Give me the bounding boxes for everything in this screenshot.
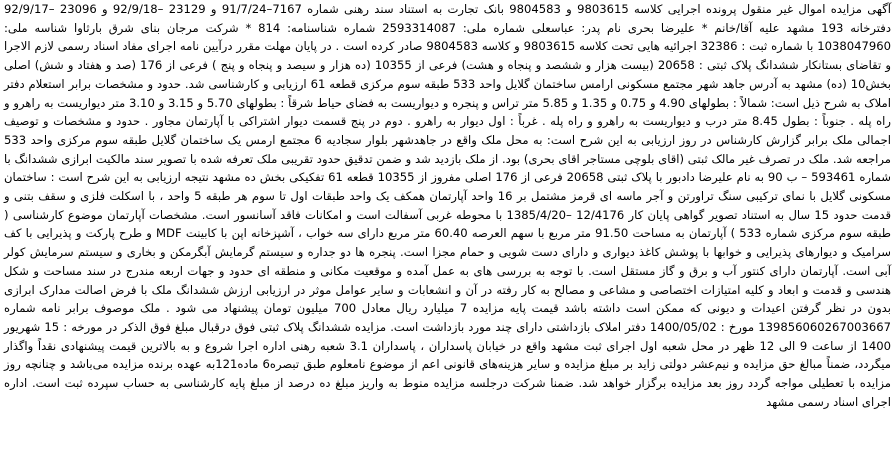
auction-notice-text: آگهی مزایده اموال غیر منقول پرونده اجرایی کلاسه 9803615 و 9804583 بانک تجارت به استناد سند رهنی شماره 7167–91/7/24 و 23129 –92/9/18 و 23096 –92/9/17 دفترخانه 193 مشهد علیه آقا/خانم * علیرضا بحری نام پدر: عباسعلی شماره ملی: 2593314087 شماره شناسنامه: 814 * شرکت مرجان بنای شرق بارثاوا شناسه ملی: 1038047960 با شماره ثبت : 32386 اجرائیه هایی تحت کلاسه 9803615 و کلاسه 9804583 صادر کرده است . در پایان مهلت مقرر درآیین نامه اجرای مفاد اسناد رسمی لازم الاجرا و تقاضای بستانکار ششدانگ پلاک ثبتی : 20658 (بیست هزار و ششصد و پنجاه و هشت) فرعی از 10355 (ده هزار و سیصد و پنجاه و پنج ) فرعی از 176 (صد و هفتاد و شش) اصلی بخش10 (ده) مشهد به آدرس جاهد شهر مجتمع مسکونی ارامس ساختمان گلایل واحد 533 طبقه سوم مرکزی قطعه 61 ارزیابی و کارشناسی شد. حدود و مشخصات برابر استعلام دفتر املاک به شرح ذیل است: شمالاً : بطولهای 4.90 و 0.75 و 1.35 و 5.85 متر تراس و پنجره و دیواریست به فضای حیاط شرقاً : بطولهای 5.70 و 3.15 و 3.10 متر دیواریست به راهرو و راه پله . جنوباً : بطول 8.45 متر درب و دیواریست به راهرو و راه پله . غرباً : اول دیوار به راهرو . دوم در پنج قسمت دیوار اشتراکی با آپارتمان مجاور . حدود و مشخصات و توصیف اجمالی ملک برابر گزارش کارشناس در روز ارزیابی به این شرح است: به محل ملک واقع در جاهدشهر بلوار سجادیه 6 مجتمع ارمس یک ساختمان گلایل طبقه سوم مرکزی واحد 533 مراجعه شد. ملک در تصرف غیر مالک ثبتی (اقای بلوچی مستاجر اقای بحری) بود. از ملک بازدید شد و ضمن تدقیق حدود تقریبی ملک تعرفه شده با تصویر سند مالکیت ابرازی ششدانگ با شماره 593461 – ب 90 به نام علیرضا دادبور با پلاک ثبتی 20658 فرعی از 176 اصلی مفروز از 10355 قطعه 61 تفکیکی بخش ده مشهد نتیجه ارزیابی به این شرح است : ساختمان مسکونی گلایل با نمای ترکیبی سنگ تراورتن و آجر ماسه ای قرمز مشتمل بر 16 واحد آپارتمان همکف یک واحد طبقات اول تا سوم هر طبقه 5 واحد ، با اسکلت فلزی و سقف بتنی و قدمت حدود 15 سال به استناد تصویر گواهی پایان کار 12/4176 –1385/4/20 با محوطه غربی آسفالت است و امکانات فاقد آسانسور است. مشخصات آپارتمان موضوع کارشناسی ( طبقه سوم مرکزی شماره 533 ) آپارتمان به مساحت 91.50 متر مربع با سهم العرصه 60.40 متر مربع دارای سه خواب ، آشپزخانه اپن با کابینت MDF و طرح پارکت و پذیرایی با کف سرامیک و دیوارهای پذیرایی و خوابها با پوشش کاغذ دیواری و دارای دست شویی و حمام مجزا است. پنجره ها دو جداره و سیستم گرمایش آبگرمکن و بخاری و سیستم سرمایش کولر آبی است. آپارتمان دارای کنتور آب و برق و گاز مستقل است. با توجه به بررسی های به عمل آمده و موقعیت مکانی و منطقه ای حدود و جهات اربعه مندرج در سند مساحت و شکل هندسی و قدمت و ابعاد و کلیه امتیازات اختصاصی و مشاعی و مصالح به کار رفته در آن و انشعابات و سایر عوامل موثر در ارزیابی ارزش ششدانگ ملک با فرض اصالت مدارک ابرازی بدون در نظر گرفتن اعیدات و دیونی که ممکن است داشته باشد قیمت پایه مزایده 7 میلیارد ریال معادل 700 میلیون تومان پیشنهاد می شود . ملک موصوف برابر نامه شماره 139856060267003667 مورخ : 1400/05/02 دفتر املاک بازداشتی دارای چند مورد بازداشت است. مزایده ششدانگ پلاک ثبتی فوق درقبال مبلغ فوق الذکر در مورخه : 15 شهریور 1400 از ساعت 9 الی 12 ظهر در محل شعبه اول اجرای ثبت مشهد واقع در خیابان پاسداران ، پاسداران 3.1 شعبه رهنی اداره اجرا شروع و به بالاترین قیمت پیشنهادی نقداً واگذار میگردد، ضمناً مبالغ حق مزایده و نیم‌عشر دولتی زاید بر مبلغ مزایده و سایر هزینه‌های قانونی اعم از موضوع نامعلوم طبق تبصره6 ماده121به عهده برنده مزایده می‌باشد و چنانچه روز مزایده با تعطیلی مواجه گردد روز بعد مزایده برگزار خواهد شد. ضمنا شرکت درجلسه مزایده منوط به واریز مبلغ ده درصد از مبلغ پایه کارشناسی به حساب سپرده ثبت است. اداره اجرای اسناد رسمی مشهد [4, 2, 892, 409]
